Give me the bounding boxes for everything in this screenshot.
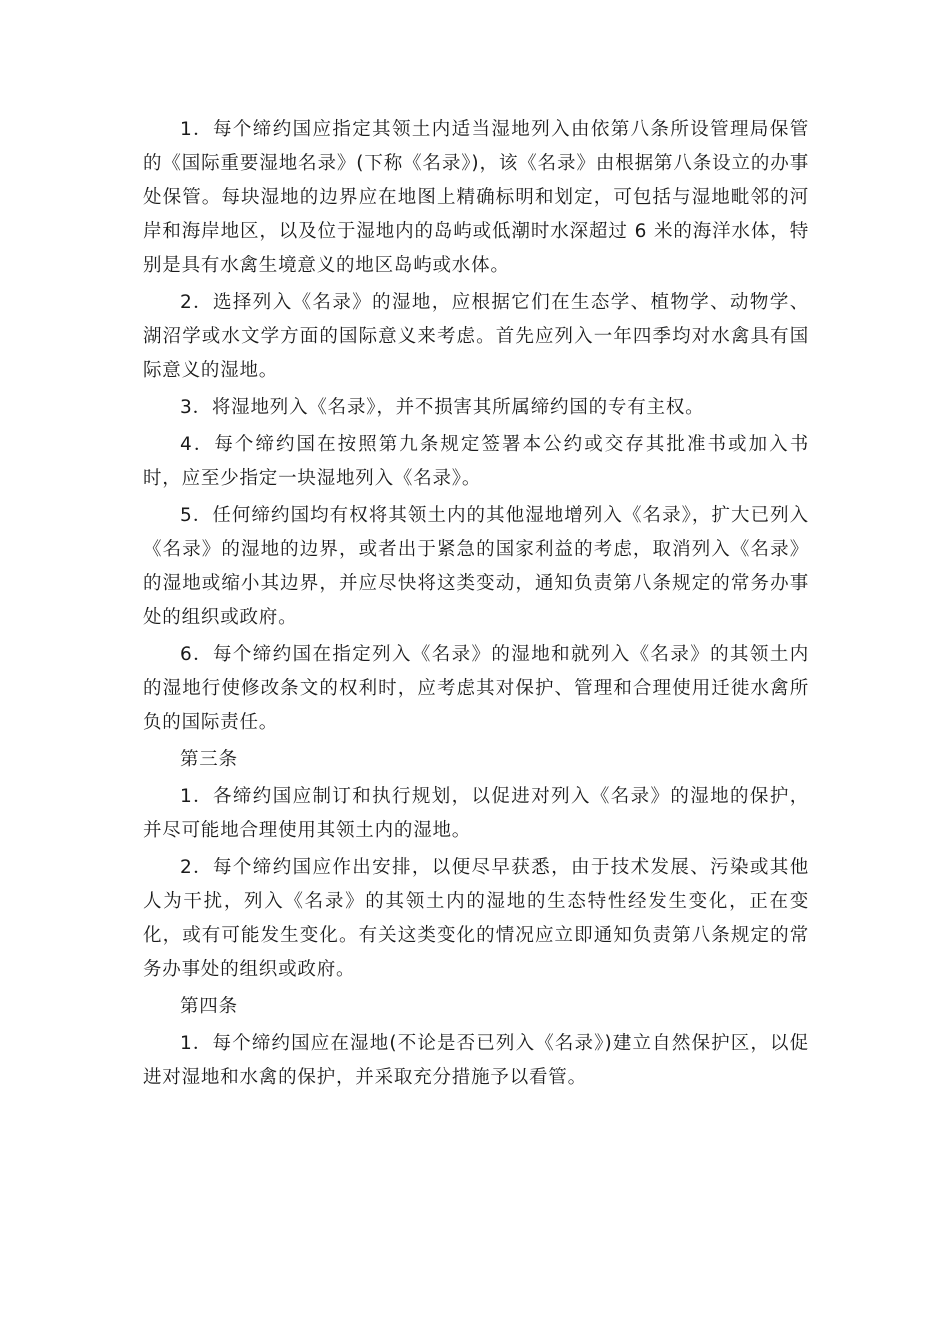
paragraph-article3-clause1: 1．各缔约国应制订和执行规划，以促进对列入《名录》的湿地的保护，并尽可能地合理使用其领土内的湿地。 (143, 786, 809, 841)
document-body (143, 113, 809, 1098)
article4-heading: 第四条 (180, 996, 238, 1017)
paragraph-article2-clause2: 2．选择列入《名录》的湿地，应根据它们在生态学、植物学、动物学、湖沼学或水文学方面的国际意义来考虑。首先应列入一年四季均对水禽具有国际意义的湿地。 (143, 292, 809, 381)
paragraph-article2-clause5: 5．任何缔约国均有权将其领土内的其他湿地增列入《名录》，扩大已列入《名录》的湿地的边界，或者出于紧急的国家利益的考虑，取消列入《名录》的湿地或缩小其边界，并应尽快将这类变动，通知负责第八条规定的常务办事处的组织或政府。 (143, 505, 809, 628)
paragraph-article2-clause6: 6．每个缔约国在指定列入《名录》的湿地和就列入《名录》的其领土内的湿地行使修改条文的权利时，应考虑其对保护、管理和合理使用迁徙水禽所负的国际责任。 (143, 644, 809, 733)
paragraph-article2-clause3: 3．将湿地列入《名录》，并不损害其所属缔约国的专有主权。 (180, 397, 705, 418)
paragraph-article2-clause4: 4．每个缔约国在按照第九条规定签署本公约或交存其批准书或加入书时，应至少指定一块湿地列入《名录》。 (143, 434, 809, 489)
paragraph-article3-clause2: 2．每个缔约国应作出安排，以便尽早获悉，由于技术发展、污染或其他人为干扰，列入《名录》的其领土内的湿地的生态特性经发生变化，正在变化，或有可能发生变化。有关这类变化的情况应立即通知负责第八条规定的常务办事处的组织或政府。 (143, 857, 809, 980)
paragraph-article2-clause1: 1．每个缔约国应指定其领土内适当湿地列入由依第八条所设管理局保管的《国际重要湿地名录》(下称《名录》)，该《名录》由根据第八条设立的办事处保管。每块湿地的边界应在地图上精确标明和划定，可包括与湿地毗邻的河岸和海岸地区，以及位于湿地内的岛屿或低潮时水深超过 6 米的海洋水体，特别是具有水禽生境意义的地区岛屿或水体。 (143, 119, 809, 276)
article3-heading: 第三条 (180, 749, 238, 770)
paragraph-article4-clause1: 1．每个缔约国应在湿地(不论是否已列入《名录》)建立自然保护区，以促进对湿地和水禽的保护，并采取充分措施予以看管。 (143, 1033, 809, 1088)
